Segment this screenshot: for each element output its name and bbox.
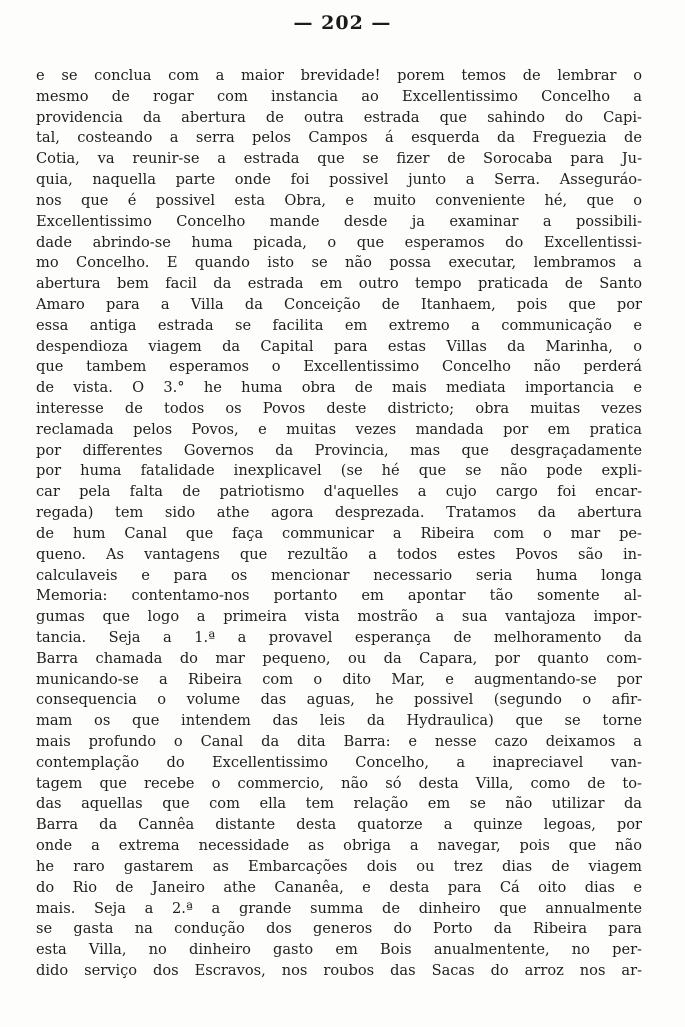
body-text	[36, 66, 642, 982]
text-line: dido serviço dos Escravos, nos roubos das Sacas do arroz nos ar-	[36, 961, 642, 979]
text-line: mais. Seja a 2.ª a grande summa de dinheiro que annualmente	[36, 899, 642, 917]
text-line: tancia. Seja a 1.ª a provavel esperança de melhoramento da	[36, 628, 642, 646]
text-line: interesse de todos os Povos deste districto; obra muitas vezes	[36, 400, 642, 417]
text-line: do Rio de Janeiro athe Cananêa, e desta para Cá oito dias e	[36, 878, 642, 896]
text-line: das aquellas que com ella tem relação em se não utilizar da	[36, 795, 642, 813]
text-line: mais profundo o Canal da dita Barra: e nesse cazo deixamos a	[36, 733, 642, 750]
text-line: mam os que intendem das leis da Hydraulica) que se torne	[36, 712, 642, 730]
text-line: regada) tem sido athe agora desprezada. Tratamos da abertura	[36, 504, 642, 522]
text-line: tal, costeando a serra pelos Campos á esquerda da Freguezia de	[36, 129, 642, 147]
text-line: Amaro para a Villa da Conceição de Itanhaem, pois que por	[36, 295, 642, 313]
text-line: calculaveis e para os mencionar necessario seria huma longa	[36, 566, 642, 584]
text-line: que tambem esperamos o Excellentissimo Concelho não perderá	[36, 358, 642, 376]
text-line: municando-se a Ribeira com o dito Mar, e augmentando-se por	[36, 670, 642, 688]
text-line: abertura bem facil da estrada em outro tempo praticada de Santo	[36, 275, 642, 293]
text-line: despendioza viagem da Capital para estas Villas da Marinha, o	[36, 337, 642, 355]
text-line: gumas que logo a primeira vista mostrão a sua vantajoza impor-	[36, 608, 642, 626]
text-line: por differentes Governos da Provincia, mas que desgraçadamente	[36, 441, 642, 459]
text-line: tagem que recebe o commercio, não só desta Villa, como de to-	[36, 774, 642, 792]
text-line: por huma fatalidade inexplicavel (se hé que se não pode expli-	[36, 462, 642, 480]
text-line: e se conclua com a maior brevidade! porem temos de lembrar o	[36, 67, 642, 84]
text-line: reclamada pelos Povos, e muitas vezes mandada por em pratica	[36, 420, 642, 438]
text-line: esta Villa, no dinheiro gasto em Bois anualmentente, no per-	[36, 941, 642, 959]
text-line: Barra da Cannêa distante desta quatorze a quinze legoas, por	[36, 816, 642, 834]
text-line: Memoria: contentamo-nos portanto em apontar tão somente al-	[36, 587, 642, 605]
text-line: nos que é possivel esta Obra, e muito conveniente hé, que o	[36, 191, 642, 209]
text-line: se gasta na condução dos generos do Porto da Ribeira para	[36, 920, 642, 938]
text-line: contemplação do Excellentissimo Concelho, a inapreciavel van-	[36, 753, 642, 771]
page-number: — 202 —	[293, 12, 392, 34]
text-line: de vista. O 3.° he huma obra de mais mediata importancia e	[36, 379, 642, 397]
text-line: essa antiga estrada se facilita em extremo a communicação e	[36, 316, 642, 334]
text-line: Excellentissimo Concelho mande desde ja examinar a possibili-	[36, 212, 642, 230]
text-line: Barra chamada do mar pequeno, ou da Capara, por quanto com-	[36, 649, 642, 667]
text-line: he raro gastarem as Embarcações dois ou trez dias de viagem	[36, 857, 642, 875]
text-line: queno. As vantagens que rezultão a todos estes Povos são in-	[36, 545, 642, 563]
text-line: consequencia o volume das aguas, he possivel (segundo o afir-	[36, 691, 642, 709]
text-line: providencia da abertura de outra estrada que sahindo do Capi-	[36, 108, 642, 126]
text-line: mesmo de rogar com instancia ao Excellentissimo Concelho a	[36, 87, 642, 105]
text-line: car pela falta de patriotismo d'aquelles a cujo cargo foi encar-	[36, 483, 642, 501]
text-line: Cotia, va reunir-se a estrada que se fizer de Sorocaba para Ju-	[36, 150, 642, 168]
text-line: quia, naquella parte onde foi possivel junto a Serra. Asseguráo-	[36, 171, 642, 189]
text-line: dade abrindo-se huma picada, o que esperamos do Excellentissi-	[36, 233, 642, 251]
text-line: onde a extrema necessidade as obriga a navegar, pois que não	[36, 837, 642, 855]
text-line: de hum Canal que faça communicar a Ribeira com o mar pe-	[36, 524, 642, 542]
text-line: mo Concelho. E quando isto se não possa executar, lembramos a	[36, 254, 642, 272]
